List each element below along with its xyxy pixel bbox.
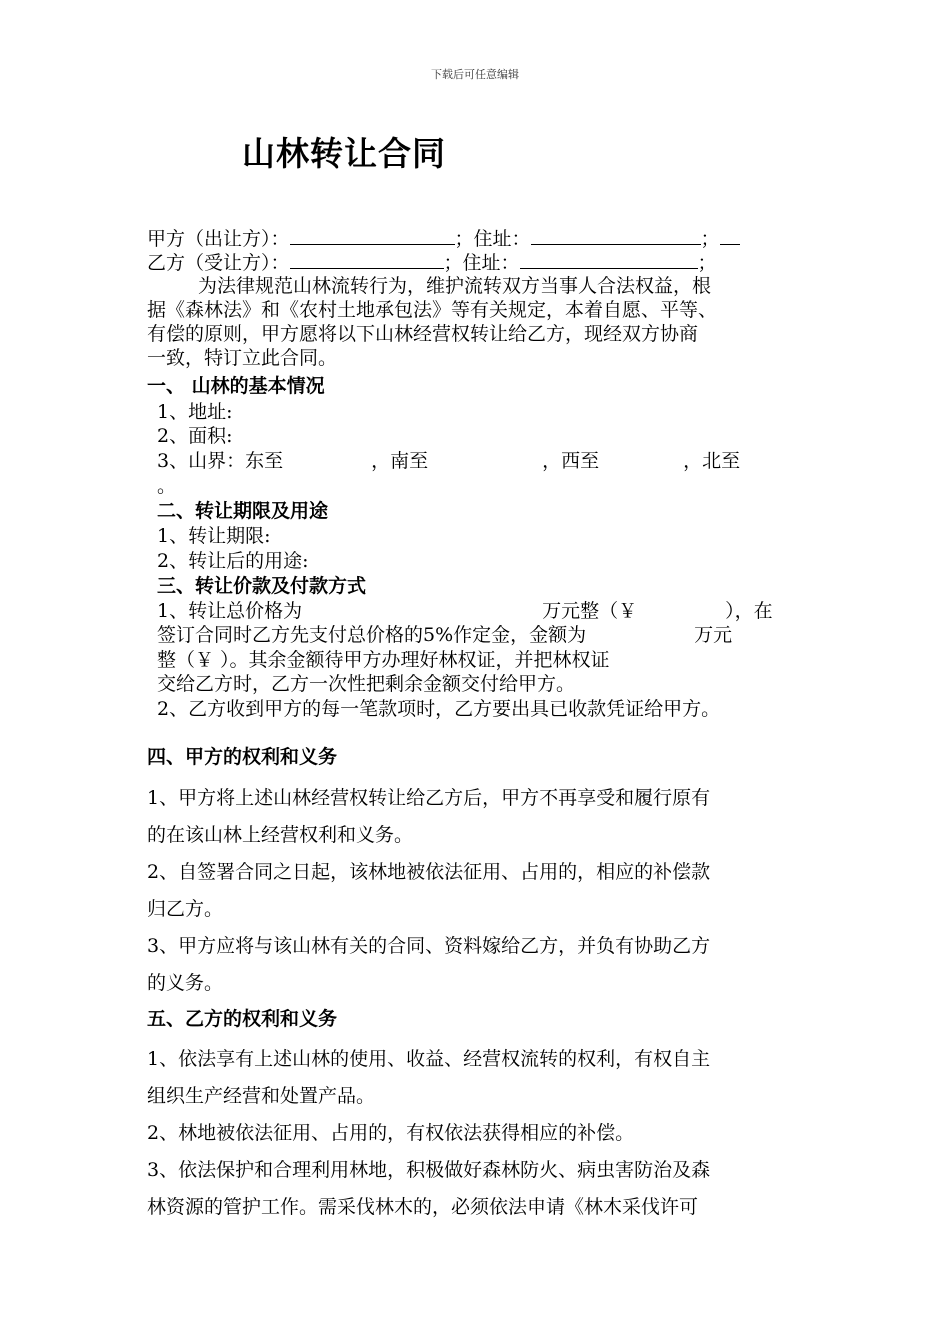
- s4-line-3: 2、自签署合同之日起，该林地被依法征用、占用的，相应的补偿款: [147, 861, 711, 883]
- s5-line-3: 2、林地被依法征用、占用的，有权依法获得相应的补偿。: [147, 1122, 635, 1144]
- s3-deposit-unit: 万元: [694, 624, 733, 646]
- s5-line-1: 1、依法享有上述山林的使用、收益、经营权流转的权利，有权自主: [147, 1048, 711, 1070]
- party-a-line: [147, 226, 740, 251]
- s4-line-6: 的义务。: [147, 972, 224, 994]
- s3-total-price-label: 1、转让总价格为: [157, 600, 303, 622]
- document-title: 山林转让合同: [242, 134, 446, 173]
- boundary-south: ，南至: [371, 450, 429, 472]
- s3-line-1-end: ），在: [725, 600, 773, 622]
- s3-line-5: 2、乙方收到甲方的每一笔款项时，乙方要出具已收款凭证给甲方。: [157, 698, 721, 720]
- s3-line-2: [157, 623, 732, 647]
- s4-line-1: 1、甲方将上述山林经营权转让给乙方后，甲方不再享受和履行原有: [147, 787, 711, 809]
- party-a-name-blank[interactable]: [290, 226, 455, 245]
- s1-item-area: 2、面积:: [157, 425, 233, 447]
- section-3-heading: 三、转让价款及付款方式: [157, 575, 367, 597]
- s3-line-1: [157, 599, 773, 623]
- boundary-end: 。: [157, 475, 177, 497]
- s2-item-term: 1、转让期限:: [157, 525, 271, 547]
- s5-line-5: 林资源的管护工作。需采伐林木的，必须依法申请《林木采伐许可: [147, 1196, 699, 1218]
- preamble-line-1: 为法律规范山林流转行为，维护流转双方当事人合法权益，根: [198, 275, 712, 297]
- s3-deposit-text: 签订合同时乙方先支付总价格的5%作定金，金额为: [157, 624, 587, 646]
- s4-line-2: 的在该山林上经营权利和义务。: [147, 824, 414, 846]
- preamble-line-3: 有偿的原则，甲方愿将以下山林经营权转让给乙方，现经双方协商: [147, 323, 699, 345]
- party-b-end: ；: [697, 252, 717, 274]
- party-b-label: 乙方（受让方）：: [147, 252, 290, 274]
- party-b-name-blank[interactable]: [290, 250, 444, 269]
- s4-line-4: 归乙方。: [147, 898, 224, 920]
- s2-item-use: 2、转让后的用途:: [157, 550, 309, 572]
- s5-line-4: 3、依法保护和合理利用林地，积极做好森林防火、病虫害防治及森: [147, 1159, 711, 1181]
- boundary-north: ，北至: [683, 450, 741, 472]
- section-4-heading: 四、甲方的权利和义务: [147, 746, 338, 768]
- s1-item-boundary: [157, 449, 740, 473]
- s3-total-price-unit: 万元整（￥: [542, 600, 638, 622]
- s1-item-address: 1、地址:: [157, 401, 233, 423]
- party-a-address-label: ；住址：: [454, 228, 531, 250]
- party-a-end: ；: [700, 228, 720, 250]
- s4-line-5: 3、甲方应将与该山林有关的合同、资料嫁给乙方，并负有协助乙方: [147, 935, 711, 957]
- party-b-address-label: ；住址：: [443, 252, 520, 274]
- page-header: 下载后可任意编辑: [431, 68, 519, 81]
- s3-line-4: 交给乙方时，乙方一次性把剩余金额交付给甲方。: [157, 673, 576, 695]
- s5-line-2: 组织生产经营和处置产品。: [147, 1085, 376, 1107]
- section-1-heading: 一、 山林的基本情况: [147, 375, 325, 397]
- boundary-east: 3、山界：东至: [157, 450, 284, 472]
- party-a-label: 甲方（出让方）：: [147, 228, 290, 250]
- party-a-address-blank[interactable]: [531, 226, 701, 245]
- boundary-west: ，西至: [542, 450, 600, 472]
- section-2-heading: 二、转让期限及用途: [157, 500, 329, 522]
- party-b-line: [147, 250, 717, 275]
- preamble-line-2: 据《森林法》和《农村土地承包法》等有关规定，本着自愿、平等、: [147, 299, 718, 321]
- s3-line-3: 整（￥ ）。其余金额待甲方办理好林权证，并把林权证: [157, 649, 610, 671]
- party-b-address-blank[interactable]: [520, 250, 698, 269]
- preamble-line-4: 一致，特订立此合同。: [147, 347, 338, 369]
- party-a-end-blank: [720, 226, 740, 245]
- section-5-heading: 五、乙方的权利和义务: [147, 1008, 338, 1030]
